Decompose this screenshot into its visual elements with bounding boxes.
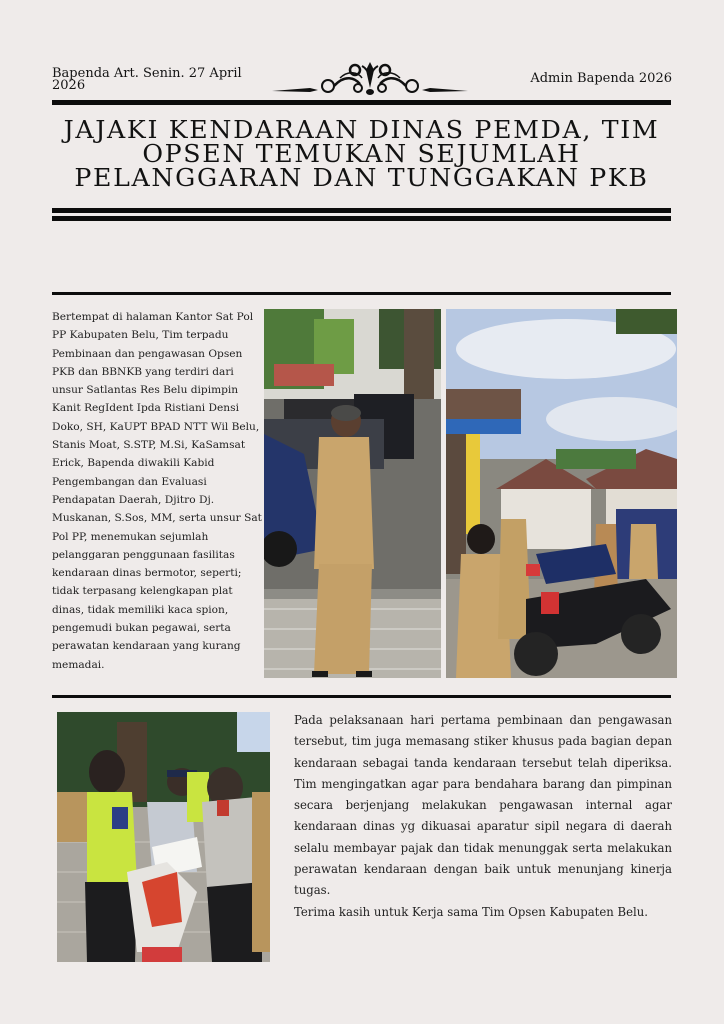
photo-police-inspection [57,712,270,962]
photo-officer-parking-lot [264,309,441,678]
article-body-right [294,710,672,923]
headline-rule-bottom [52,216,671,221]
article-closing: Terima kasih untuk Kerja sama Tim Opsen Kabupaten Belu. [294,904,649,919]
section-divider-1 [52,292,671,295]
photo-team-motorcycles [446,309,677,678]
headline-rule-top [52,208,671,213]
edition-dateline: Bapenda Art. Senin. 27 April 2026 [52,66,242,93]
header-rule [52,100,671,105]
headline: JAJAKI KENDARAAN DINAS PEMDA, TIM OPSEN TEMUKAN SEJUMLAH PELANGGARAN DAN TUNGGAKAN PKB [63,116,660,192]
section-divider-2 [52,695,671,698]
article-paragraph-1: Bertempat di halaman Kantor Sat Pol PP Kabupaten Belu, Tim terpadu Pembinaan dan pengawasan Opsen PKB dan BBNKB yang terdiri dari unsur Satlantas Res Belu dipimpin Kanit RegIdent Ipda Ristiani Densi Doko, SH, KaUPT BPAD NTT Wil Belu, Stanis Moat, S.STP, M.Si, KaSamsat Erick, Bapenda diwakili Kabid Pengembangan dan Evaluasi Pendapatan Daerah, Djitro Dj. Muskanan, S.Sos, MM, serta unsur Sat Pol PP, menemukan sejumlah pelanggaran penggunaan fasilitas kendaraan dinas bermotor, seperti; tidak terpasang kelengkapan plat dinas, tidak memiliki kaca spion, pengemudi bukan pegawai, serta perawatan kendaraan yang kurang memadai. [52,311,262,671]
article-paragraph-2: Pada pelaksanaan hari pertama pembinaan dan pengawasan tersebut, tim juga memasang stiker khusus pada bagian depan kendaraan sebagai tanda kendaraan tersebut telah diperiksa. Tim mengingatkan agar para bendahara barang dan pimpinan secara berjenjang melakukan pengawasan internal agar kendaraan dinas yg dikuasai aparatur sipil negara di daerah selalu membayar pajak dan tidak menunggak serta melakukan perawatan kendaraan dengan baik untuk menunjang kinerja tugas. [294,713,672,898]
author-byline: Admin Bapenda 2026 [530,71,672,86]
flourish-ornament-icon [270,58,470,98]
